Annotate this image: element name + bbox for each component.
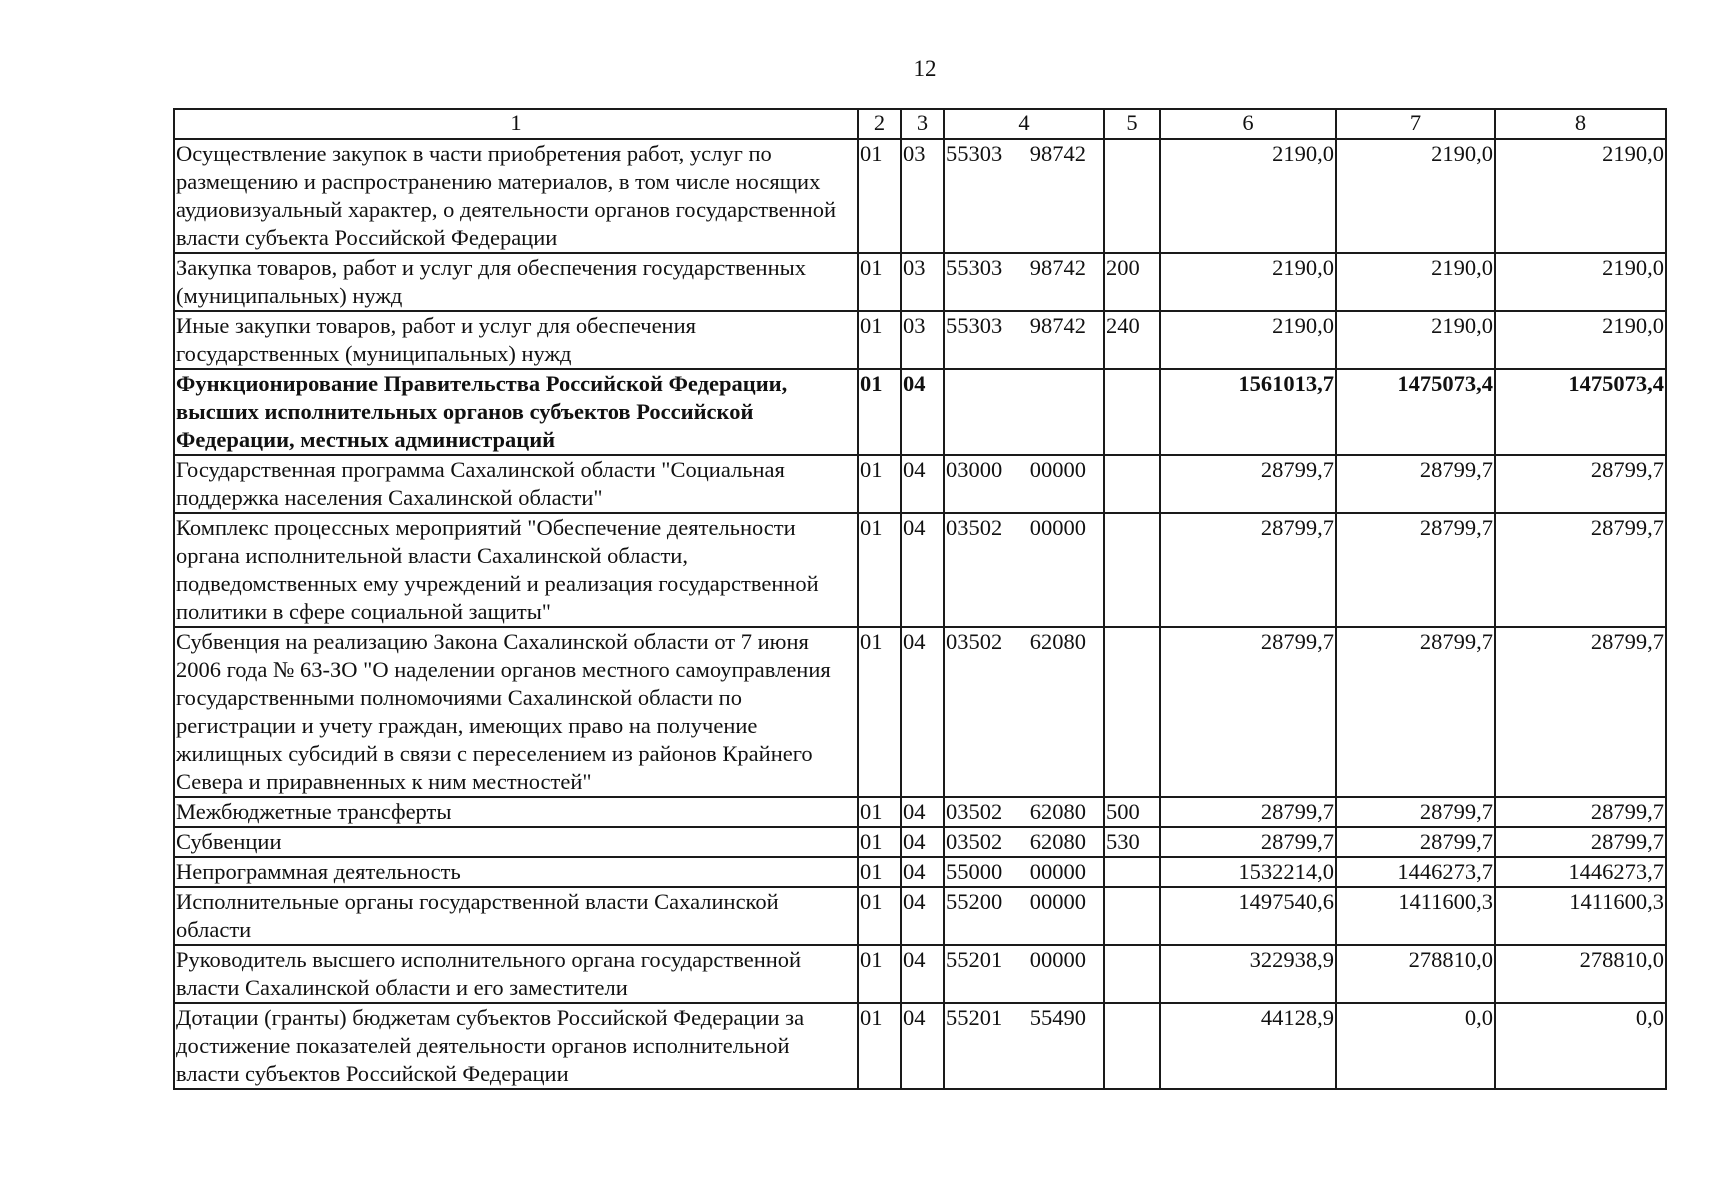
section-code: 01 [858, 369, 901, 455]
amount-col8: 28799,7 [1495, 513, 1666, 627]
amount-col8: 1446273,7 [1495, 857, 1666, 887]
subsection-code: 04 [901, 797, 944, 827]
expense-type-code [1104, 627, 1160, 797]
amount-col7: 2190,0 [1336, 253, 1495, 311]
target-article-code [944, 311, 1104, 369]
amount-col8: 1411600,3 [1495, 887, 1666, 945]
table-row [174, 627, 1666, 797]
subsection-code: 04 [901, 1003, 944, 1089]
amount-col8: 28799,7 [1495, 827, 1666, 857]
amount-col6: 1532214,0 [1160, 857, 1336, 887]
amount-col7: 2190,0 [1336, 139, 1495, 253]
target-article-direction: 00000 [1029, 947, 1086, 972]
target-article-direction: 62080 [1029, 829, 1086, 854]
section-code: 01 [858, 887, 901, 945]
target-article-direction: 62080 [1029, 629, 1086, 654]
table-row [174, 513, 1666, 627]
row-name: Комплекс процессных мероприятий "Обеспечение деятельности органа исполнительной власти Сахалинской области, подведомственных ему учреждений и реализация государственной политики в сфере социальной защиты" [174, 513, 858, 627]
amount-col6: 2190,0 [1160, 139, 1336, 253]
header-row [174, 109, 1666, 139]
row-name: Субвенции [174, 827, 858, 857]
target-article-code [944, 627, 1104, 797]
section-code: 01 [858, 827, 901, 857]
subsection-code: 04 [901, 857, 944, 887]
amount-col7: 28799,7 [1336, 627, 1495, 797]
column-header: 1 [174, 109, 858, 139]
subsection-code: 03 [901, 139, 944, 253]
amount-col6: 28799,7 [1160, 797, 1336, 827]
amount-col6: 28799,7 [1160, 827, 1336, 857]
target-article-program: 03000 [946, 457, 1003, 482]
target-article-code [944, 455, 1104, 513]
row-name: Межбюджетные трансферты [174, 797, 858, 827]
section-code: 01 [858, 627, 901, 797]
target-article-code [944, 369, 1104, 455]
amount-col7: 28799,7 [1336, 513, 1495, 627]
amount-col8: 2190,0 [1495, 139, 1666, 253]
subsection-code: 04 [901, 887, 944, 945]
expense-type-code: 240 [1104, 311, 1160, 369]
subsection-code: 04 [901, 455, 944, 513]
column-header: 7 [1336, 109, 1495, 139]
target-article-code [944, 253, 1104, 311]
target-article-program: 03502 [946, 515, 1003, 540]
amount-col8: 0,0 [1495, 1003, 1666, 1089]
expense-type-code [1104, 369, 1160, 455]
target-article-program: 55201 [946, 1005, 1003, 1030]
table-row [174, 857, 1666, 887]
expense-type-code: 200 [1104, 253, 1160, 311]
row-name: Закупка товаров, работ и услуг для обеспечения государственных (муниципальных) нужд [174, 253, 858, 311]
table-row [174, 945, 1666, 1003]
row-name: Осуществление закупок в части приобретения работ, услуг по размещению и распространению материалов, в том числе носящих аудиовизуальный характер, о деятельности органов государственной власти субъекта Российской Федерации [174, 139, 858, 253]
amount-col8: 28799,7 [1495, 455, 1666, 513]
target-article-direction: 00000 [1029, 457, 1086, 482]
amount-col8: 28799,7 [1495, 797, 1666, 827]
target-article-direction: 98742 [1029, 141, 1086, 166]
target-article-program: 03502 [946, 629, 1003, 654]
row-name: Государственная программа Сахалинской области "Социальная поддержка населения Сахалинской области" [174, 455, 858, 513]
amount-col8: 2190,0 [1495, 311, 1666, 369]
row-name: Иные закупки товаров, работ и услуг для обеспечения государственных (муниципальных) нужд [174, 311, 858, 369]
target-article-code [944, 857, 1104, 887]
column-header: 3 [901, 109, 944, 139]
column-header: 8 [1495, 109, 1666, 139]
target-article-program: 55201 [946, 947, 1003, 972]
column-header: 5 [1104, 109, 1160, 139]
amount-col8: 1475073,4 [1495, 369, 1666, 455]
amount-col8: 278810,0 [1495, 945, 1666, 1003]
subsection-code: 04 [901, 627, 944, 797]
amount-col6: 2190,0 [1160, 311, 1336, 369]
target-article-program: 55303 [946, 141, 1003, 166]
row-name: Руководитель высшего исполнительного органа государственной власти Сахалинской области и его заместители [174, 945, 858, 1003]
target-article-code [944, 797, 1104, 827]
section-code: 01 [858, 857, 901, 887]
expense-type-code [1104, 857, 1160, 887]
row-name: Субвенция на реализацию Закона Сахалинской области от 7 июня 2006 года № 63-ЗО "О наделении органов местного самоуправления государственными полномочиями Сахалинской области по регистрации и учету граждан, имеющих право на получение жилищных субсидий в связи с переселением из районов Крайнего Севера и приравненных к ним местностей" [174, 627, 858, 797]
target-article-program: 55303 [946, 313, 1003, 338]
target-article-program: 55200 [946, 889, 1003, 914]
subsection-code: 04 [901, 827, 944, 857]
target-article-direction: 98742 [1029, 313, 1086, 338]
amount-col7: 1446273,7 [1336, 857, 1495, 887]
amount-col7: 0,0 [1336, 1003, 1495, 1089]
target-article-program: 03502 [946, 829, 1003, 854]
target-article-direction: 00000 [1029, 889, 1086, 914]
section-code: 01 [858, 311, 901, 369]
target-article-program: 55000 [946, 859, 1003, 884]
target-article-program: 55303 [946, 255, 1003, 280]
subsection-code: 03 [901, 253, 944, 311]
target-article-direction: 00000 [1029, 515, 1086, 540]
target-article-direction: 55490 [1029, 1005, 1086, 1030]
amount-col6: 28799,7 [1160, 627, 1336, 797]
section-code: 01 [858, 139, 901, 253]
amount-col8: 2190,0 [1495, 253, 1666, 311]
target-article-code [944, 513, 1104, 627]
subsection-code: 03 [901, 311, 944, 369]
expense-type-code: 530 [1104, 827, 1160, 857]
amount-col6: 44128,9 [1160, 1003, 1336, 1089]
section-code: 01 [858, 945, 901, 1003]
column-header: 2 [858, 109, 901, 139]
amount-col7: 28799,7 [1336, 797, 1495, 827]
target-article-code [944, 945, 1104, 1003]
subsection-code: 04 [901, 945, 944, 1003]
amount-col7: 1475073,4 [1336, 369, 1495, 455]
row-name: Исполнительные органы государственной власти Сахалинской области [174, 887, 858, 945]
budget-table [173, 108, 1667, 1090]
amount-col7: 2190,0 [1336, 311, 1495, 369]
amount-col7: 28799,7 [1336, 827, 1495, 857]
subsection-code: 04 [901, 369, 944, 455]
expense-type-code [1104, 887, 1160, 945]
row-name: Функционирование Правительства Российской Федерации, высших исполнительных органов субъектов Российской Федерации, местных администраций [174, 369, 858, 455]
section-code: 01 [858, 455, 901, 513]
table-row [174, 455, 1666, 513]
amount-col7: 1411600,3 [1336, 887, 1495, 945]
target-article-direction: 98742 [1029, 255, 1086, 280]
target-article-code [944, 1003, 1104, 1089]
table-row [174, 311, 1666, 369]
row-name: Дотации (гранты) бюджетам субъектов Российской Федерации за достижение показателей деятельности органов исполнительной власти субъектов Российской Федерации [174, 1003, 858, 1089]
section-code: 01 [858, 797, 901, 827]
column-header: 6 [1160, 109, 1336, 139]
section-code: 01 [858, 253, 901, 311]
amount-col8: 28799,7 [1495, 627, 1666, 797]
table-row [174, 1003, 1666, 1089]
amount-col6: 2190,0 [1160, 253, 1336, 311]
expense-type-code [1104, 139, 1160, 253]
table-row [174, 369, 1666, 455]
amount-col7: 28799,7 [1336, 455, 1495, 513]
amount-col6: 28799,7 [1160, 513, 1336, 627]
table-row [174, 827, 1666, 857]
amount-col7: 278810,0 [1336, 945, 1495, 1003]
amount-col6: 28799,7 [1160, 455, 1336, 513]
table-row [174, 887, 1666, 945]
amount-col6: 1561013,7 [1160, 369, 1336, 455]
amount-col6: 1497540,6 [1160, 887, 1336, 945]
expense-type-code: 500 [1104, 797, 1160, 827]
target-article-code [944, 827, 1104, 857]
page-number: 12 [913, 56, 937, 81]
expense-type-code [1104, 945, 1160, 1003]
row-name: Непрограммная деятельность [174, 857, 858, 887]
expense-type-code [1104, 455, 1160, 513]
table-row [174, 139, 1666, 253]
target-article-code [944, 139, 1104, 253]
expense-type-code [1104, 513, 1160, 627]
table-row [174, 253, 1666, 311]
expense-type-code [1104, 1003, 1160, 1089]
target-article-direction: 00000 [1029, 859, 1086, 884]
target-article-code [944, 887, 1104, 945]
target-article-program: 03502 [946, 799, 1003, 824]
section-code: 01 [858, 513, 901, 627]
subsection-code: 04 [901, 513, 944, 627]
target-article-direction: 62080 [1029, 799, 1086, 824]
column-header: 4 [944, 109, 1104, 139]
table-row [174, 797, 1666, 827]
section-code: 01 [858, 1003, 901, 1089]
amount-col6: 322938,9 [1160, 945, 1336, 1003]
